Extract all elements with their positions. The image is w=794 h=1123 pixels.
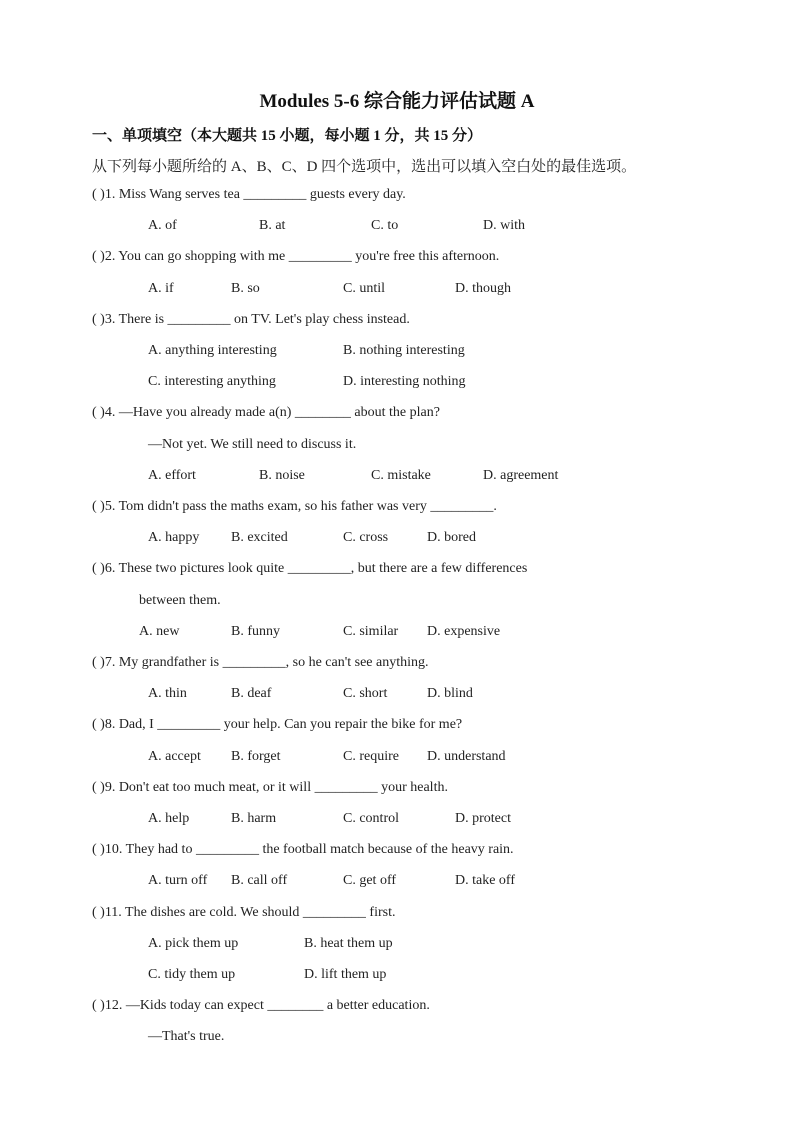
option-c: C. similar bbox=[343, 624, 399, 639]
question-stem: ( )9. Don't eat too much meat, or it will _________ your health. bbox=[92, 780, 448, 795]
question-stem: ( )6. These two pictures look quite _________, but there are a few differences bbox=[92, 561, 528, 576]
question-stem: ( )12. —Kids today can expect ________ a better education. bbox=[92, 998, 430, 1013]
option-d: D. though bbox=[455, 281, 511, 296]
option-a: A. anything interesting bbox=[148, 343, 277, 358]
option-c: C. interesting anything bbox=[148, 374, 276, 389]
option-d: D. take off bbox=[455, 873, 515, 888]
option-a: A. if bbox=[148, 281, 174, 296]
section-heading: 一、单项填空（本大题共 15 小题，每小题 1 分，共 15 分） bbox=[92, 128, 483, 144]
option-b: B. funny bbox=[231, 624, 280, 639]
option-c: C. tidy them up bbox=[148, 967, 236, 982]
option-b: B. forget bbox=[231, 749, 281, 764]
option-a: A. accept bbox=[148, 749, 201, 764]
option-b: B. heat them up bbox=[304, 936, 393, 951]
question-stem: ( )5. Tom didn't pass the maths exam, so his father was very _________. bbox=[92, 499, 497, 514]
question-stem: ( )2. You can go shopping with me _________ you're free this afternoon. bbox=[92, 249, 500, 264]
option-d: D. protect bbox=[455, 811, 511, 826]
option-d: D. agreement bbox=[483, 468, 559, 483]
question-stem: ( )7. My grandfather is _________, so he can't see anything. bbox=[92, 655, 429, 670]
option-c: C. get off bbox=[343, 873, 397, 888]
option-b: B. at bbox=[259, 218, 286, 233]
option-b: B. harm bbox=[231, 811, 277, 826]
option-c: C. until bbox=[343, 281, 386, 296]
page-title: Modules 5-6 综合能力评估试题 A bbox=[259, 91, 535, 112]
question-stem-continued: —That's true. bbox=[148, 1029, 225, 1044]
option-a: A. thin bbox=[148, 686, 187, 701]
option-d: D. blind bbox=[427, 686, 473, 701]
option-a: A. of bbox=[148, 218, 177, 233]
instruction-text: 从下列每小题所给的 A、B、C、D 四个选项中，选出可以填入空白处的最佳选项。 bbox=[92, 159, 637, 175]
question-stem: ( )8. Dad, I _________ your help. Can you repair the bike for me? bbox=[92, 717, 463, 732]
option-b: B. call off bbox=[231, 873, 288, 888]
option-c: C. short bbox=[343, 686, 388, 701]
question-stem: ( )11. The dishes are cold. We should _________ first. bbox=[92, 905, 396, 920]
option-a: A. pick them up bbox=[148, 936, 239, 951]
option-d: D. bored bbox=[427, 530, 476, 545]
option-c: C. mistake bbox=[371, 468, 431, 483]
question-stem: ( )10. They had to _________ the football match because of the heavy rain. bbox=[92, 842, 514, 857]
question-stem: ( )3. There is _________ on TV. Let's play chess instead. bbox=[92, 312, 410, 327]
option-a: A. happy bbox=[148, 530, 200, 545]
option-a: A. new bbox=[139, 624, 180, 639]
option-b: B. nothing interesting bbox=[343, 343, 465, 358]
option-d: D. with bbox=[483, 218, 525, 233]
option-d: D. expensive bbox=[427, 624, 501, 639]
option-b: B. excited bbox=[231, 530, 288, 545]
option-a: A. turn off bbox=[148, 873, 208, 888]
option-a: A. effort bbox=[148, 468, 196, 483]
option-c: C. control bbox=[343, 811, 399, 826]
option-a: A. help bbox=[148, 811, 190, 826]
option-c: C. cross bbox=[343, 530, 389, 545]
option-c: C. to bbox=[371, 218, 399, 233]
option-b: B. deaf bbox=[231, 686, 272, 701]
question-stem: ( )1. Miss Wang serves tea _________ guests every day. bbox=[92, 187, 406, 202]
question-stem: ( )4. —Have you already made a(n) ________ about the plan? bbox=[92, 405, 440, 420]
option-d: D. understand bbox=[427, 749, 506, 764]
option-c: C. require bbox=[343, 749, 399, 764]
option-d: D. interesting nothing bbox=[343, 374, 466, 389]
question-stem-continued: —Not yet. We still need to discuss it. bbox=[148, 437, 357, 452]
option-d: D. lift them up bbox=[304, 967, 387, 982]
option-b: B. noise bbox=[259, 468, 305, 483]
option-b: B. so bbox=[231, 281, 260, 296]
question-stem-continued: between them. bbox=[139, 593, 221, 608]
